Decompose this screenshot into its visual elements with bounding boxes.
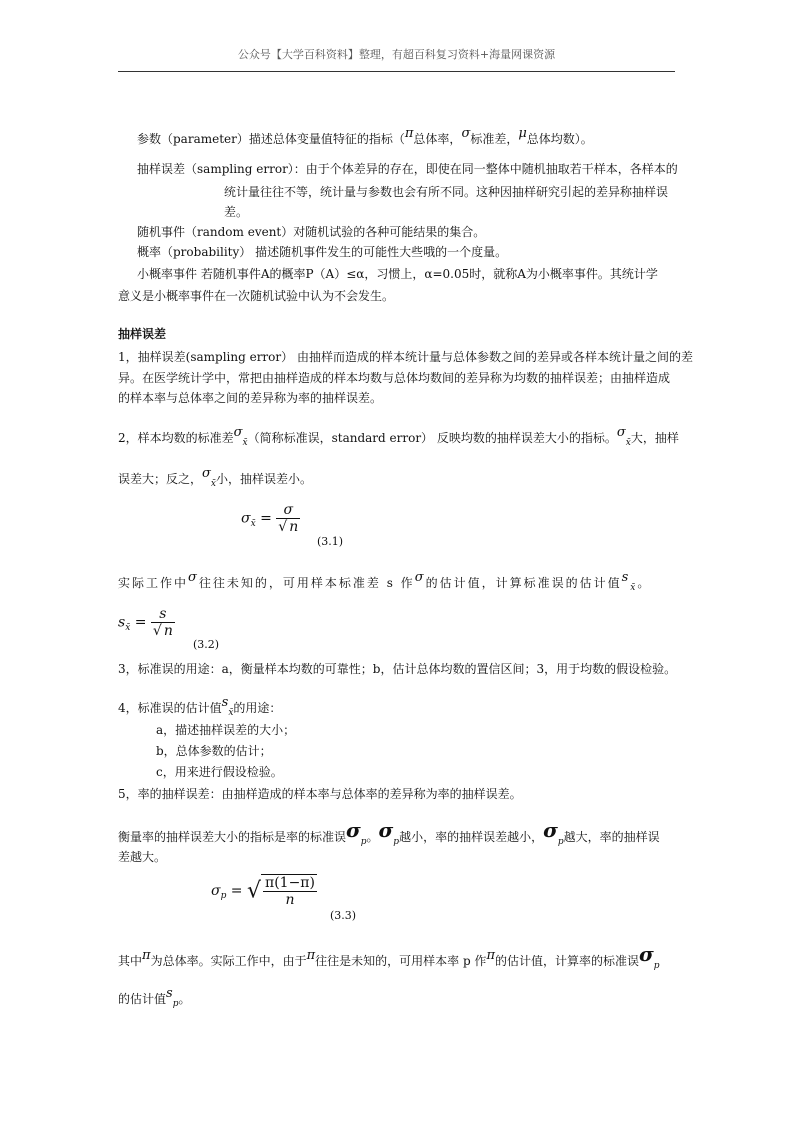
fraction bbox=[261, 874, 317, 908]
s-symbol: s bbox=[166, 986, 173, 1001]
section-title: 抽样误差 bbox=[118, 327, 167, 341]
parameter-text: 总体均数）。 bbox=[526, 132, 593, 146]
item1-line-2: 异。在医学统计学中，常把由抽样造成的样本均数与总体均数间的差异称为均数的抽样误差；由抽样造成 bbox=[118, 371, 671, 385]
fraction bbox=[276, 502, 300, 535]
item4-sub-b: b，总体参数的估计； bbox=[156, 744, 272, 758]
sampling-error-line-3: 差。 bbox=[224, 205, 249, 219]
rate-text: 衡量率的抽样误差大小的指标是率的标准误 bbox=[118, 830, 347, 844]
sigma-symbol: σ bbox=[346, 818, 361, 842]
pi-line-1 bbox=[118, 942, 660, 971]
equals-sign: = bbox=[230, 883, 243, 899]
equation-3-2 bbox=[118, 606, 175, 639]
rate-text: 越大，率的抽样误 bbox=[563, 830, 660, 844]
sqrt-sign: √ bbox=[246, 878, 261, 904]
xbar-subscript: x̄ bbox=[250, 518, 256, 529]
xbar-subscript: x̄ bbox=[630, 583, 638, 593]
pi-symbol: π bbox=[142, 948, 151, 963]
numerator-s: s bbox=[159, 606, 167, 622]
parameter-definition bbox=[137, 126, 593, 148]
p-subscript: p bbox=[360, 837, 367, 847]
equation-3-3 bbox=[211, 874, 317, 908]
equals-sign: = bbox=[260, 510, 272, 527]
item2-text: 误差大；反之， bbox=[118, 472, 203, 486]
pi-text: 其中 bbox=[118, 954, 143, 968]
sigma-symbol: σ bbox=[211, 883, 221, 899]
rate-line-1 bbox=[118, 818, 660, 847]
item2-text: 2，样本均数的标准差 bbox=[118, 431, 234, 445]
pi-symbol: π bbox=[306, 948, 316, 963]
xbar-subscript: x̄ bbox=[228, 708, 234, 718]
item4-line bbox=[118, 695, 282, 718]
p-subscript: p bbox=[172, 999, 179, 1009]
pi-symbol: π bbox=[486, 948, 495, 963]
p-subscript: p bbox=[653, 961, 660, 971]
item4-sub-c: c，用来进行假设检验。 bbox=[156, 765, 283, 779]
sigma-symbol: σ bbox=[233, 425, 243, 440]
numerator-sigma: σ bbox=[283, 502, 294, 518]
rate-line-2: 差越大。 bbox=[118, 850, 167, 864]
page-header: 公众号【大学百科资料】整理，有超百科复习资料+海量网课资源 bbox=[237, 48, 556, 61]
parameter-text: 总体率， bbox=[413, 132, 462, 146]
item4-sub-a: a，描述抽样误差的大小； bbox=[156, 723, 296, 737]
item5-line: 5，率的抽样误差：由抽样造成的样本率与总体率的差异称为率的抽样误差。 bbox=[118, 787, 522, 801]
n-symbol: n bbox=[263, 891, 317, 908]
item2-text: 大，抽样 bbox=[630, 431, 679, 445]
sigma-symbol: σ bbox=[616, 425, 626, 440]
pi-text: 的估计值 bbox=[118, 992, 167, 1006]
item4-text: 4，标准误的估计值 bbox=[118, 701, 222, 715]
sqrt-sign: √ bbox=[152, 623, 162, 639]
pi-text: 往往是未知的，可用样本率 p 作 bbox=[315, 954, 487, 968]
numerator-pi-expression: π(1−π) bbox=[265, 875, 315, 891]
practice-text: 的估计值，计算标准误的估计值 bbox=[425, 576, 622, 590]
p-subscript: p bbox=[220, 891, 227, 901]
header-rule bbox=[118, 71, 675, 72]
sigma-symbol: σ bbox=[241, 510, 251, 527]
practice-text: 实际工作中 bbox=[118, 576, 189, 590]
equation-number-3-2: (3.2) bbox=[193, 638, 220, 651]
equals-sign: = bbox=[134, 614, 147, 631]
parameter-text: 参数（parameter）描述总体变量值特征的指标（ bbox=[137, 132, 405, 146]
item2-line-1 bbox=[118, 425, 679, 448]
sigma-symbol: σ bbox=[188, 570, 199, 585]
s-symbol: s bbox=[221, 695, 229, 710]
n-symbol: n bbox=[289, 519, 299, 535]
item1-line-1: 1，抽样误差(sampling error） 由抽样而造成的样本统计量与总体参数之间的差异或各样本统计量之间的差 bbox=[118, 350, 693, 364]
p-subscript: p bbox=[393, 837, 400, 847]
small-probability-line-1: 小概率事件 若随机事件A的概率P（A）≤α，习惯上，α=0.05时，就称A为小概率事件。其统计学 bbox=[137, 267, 658, 281]
sampling-error-line-1: 抽样误差（sampling error）：由于个体差异的存在，即使在同一整体中随机抽取若干样本，各样本的 bbox=[137, 162, 678, 176]
xbar-subscript: x̄ bbox=[625, 438, 631, 448]
item2-line-2 bbox=[118, 466, 312, 489]
practice-text: 。 bbox=[637, 576, 652, 590]
pi-text: 为总体率。实际工作中，由于 bbox=[150, 954, 307, 968]
item4-text: 的用途： bbox=[233, 701, 282, 715]
sqrt-sign: √ bbox=[278, 519, 288, 535]
denominator bbox=[276, 518, 300, 535]
sigma-symbol: σ bbox=[378, 818, 394, 842]
sigma-symbol: σ bbox=[414, 570, 426, 585]
item1-line-3: 的样本率与总体率之间的差异称为率的抽样误差。 bbox=[118, 391, 383, 405]
fraction bbox=[151, 606, 175, 639]
xbar-subscript: x̄ bbox=[242, 438, 248, 448]
probability-definition: 概率（probability） 描述随机事件发生的可能性大些哦的一个度量。 bbox=[137, 245, 508, 259]
sampling-error-line-2: 统计量往往不等，统计量与参数也会有所不同。这种因抽样研究引起的差异称抽样误 bbox=[224, 185, 669, 199]
xbar-subscript: x̄ bbox=[210, 479, 216, 489]
parameter-text: 标准差， bbox=[470, 132, 519, 146]
pi-symbol: π bbox=[404, 126, 414, 141]
practice-text: 往往未知的，可用样本标准差 s 作 bbox=[198, 576, 415, 590]
rate-text: 。 bbox=[366, 830, 379, 844]
s-symbol: s bbox=[621, 570, 631, 585]
equation-3-1 bbox=[241, 502, 300, 535]
n-symbol: n bbox=[163, 623, 173, 639]
pi-text: 。 bbox=[178, 992, 191, 1006]
item3-line: 3，标准误的用途：a，衡量样本均数的可靠性；b，估计总体均数的置信区间；3，用于均数的假设检验。 bbox=[118, 662, 677, 676]
small-probability-line-2: 意义是小概率事件在一次随机试验中认为不会发生。 bbox=[118, 289, 395, 303]
p-subscript: p bbox=[557, 837, 564, 847]
item2-text: 小，抽样误差小。 bbox=[215, 472, 312, 486]
equation-number-3-1: (3.1) bbox=[317, 535, 344, 548]
xbar-subscript: x̄ bbox=[125, 622, 131, 633]
practice-line bbox=[118, 570, 652, 593]
pi-text: 的估计值，计算率的标准误 bbox=[494, 954, 639, 968]
mu-symbol: μ bbox=[518, 126, 527, 141]
s-symbol: s bbox=[118, 614, 126, 631]
item2-text: （简称标准误，standard error） 反映均数的抽样误差大小的指标。 bbox=[247, 431, 617, 445]
random-event-definition: 随机事件（random event）对随机试验的各种可能结果的集合。 bbox=[137, 225, 486, 239]
equation-number-3-3: (3.3) bbox=[330, 909, 357, 922]
sigma-symbol: σ bbox=[202, 466, 211, 481]
sigma-symbol: σ bbox=[461, 126, 471, 141]
rate-text: 越小，率的抽样误差越小， bbox=[399, 830, 544, 844]
sigma-symbol: σ bbox=[543, 818, 558, 842]
denominator bbox=[151, 622, 175, 639]
pi-line-2 bbox=[118, 986, 191, 1009]
sigma-symbol: σ bbox=[639, 942, 654, 966]
